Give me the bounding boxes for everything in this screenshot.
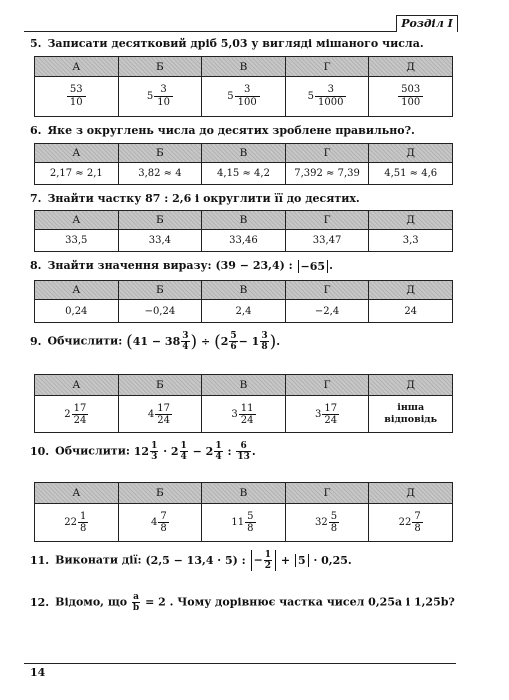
fraction: $\frac{3}{10}$ — [154, 84, 173, 109]
answer-cell[interactable]: 4,51 ≈ 4,6 — [369, 163, 453, 185]
question-number: 5. — [30, 37, 42, 50]
fraction: $\frac{a}{b}$ — [132, 592, 140, 613]
question-number: 9. — [30, 334, 42, 348]
answer-table-q9 — [34, 374, 453, 433]
option-label: Д — [369, 211, 453, 230]
option-label: В — [202, 281, 286, 300]
absolute-value: 5 — [295, 554, 309, 567]
question-text: Знайти частку 87 : 2,6 і округлити її до десятих. — [47, 192, 360, 205]
question-text: Обчислити: — [55, 444, 130, 458]
question-number: 6. — [30, 124, 42, 137]
question-text: Записати десятковий дріб 5,03 у вигляді мішаного числа. — [47, 37, 424, 50]
option-label: А — [35, 483, 119, 504]
option-label: В — [202, 211, 286, 230]
question-12: 12. Відомо, що $\frac{a}{b}$ = 2 . Чому дорівнює частка чисел 0,25a і 1,25b? — [30, 592, 455, 613]
question-8: 8. Знайти значення виразу: (39 − 23,4) : −65 . — [30, 259, 333, 273]
answer-cell[interactable]: 5 $\frac{3}{100}$ — [202, 77, 286, 117]
question-number: 11. — [30, 553, 50, 567]
section-header: Розділ I — [396, 15, 458, 32]
page-number: 14 — [30, 666, 46, 679]
answer-table-q10 — [34, 482, 453, 542]
fraction: $\frac{503}{100}$ — [398, 84, 423, 109]
question-number: 7. — [30, 192, 42, 205]
fraction: $\frac{3}{8}$ — [261, 331, 268, 352]
option-label: Г — [285, 375, 369, 396]
option-label: Г — [285, 144, 369, 163]
answer-cell[interactable] — [35, 77, 119, 117]
option-label: Г — [285, 211, 369, 230]
fraction: $\frac{7}{8}$ — [160, 511, 167, 534]
fraction: $\frac{3}{4}$ — [182, 331, 189, 352]
fraction: $\frac{17}{24}$ — [157, 402, 170, 426]
answer-cell[interactable]: 2,4 — [202, 300, 286, 323]
option-label: В — [202, 483, 286, 504]
question-5 — [30, 37, 424, 50]
answer-cell[interactable]: 32 $\frac{5}{8}$ — [285, 504, 369, 542]
question-number: 8. — [30, 259, 42, 272]
question-9 — [30, 331, 280, 352]
option-label: Д — [369, 144, 453, 163]
option-label: А — [35, 281, 119, 300]
answer-cell[interactable]: 4 $\frac{17}{24}$ — [118, 396, 202, 433]
fraction: $\frac{1}{8}$ — [79, 511, 87, 534]
fraction: $\frac{17}{24}$ — [73, 402, 87, 426]
answer-cell[interactable]: 33,4 — [118, 230, 202, 252]
option-label: Б — [118, 375, 202, 396]
answer-cell[interactable]: 33,5 — [35, 230, 119, 252]
expression: (41 − 38 $\frac{3}{4}$ ) ÷ (2 $\frac{5}{6}$ − 1 $\frac{3}{8}$ ). — [126, 331, 281, 352]
absolute-value: − $\frac{1}{2}$ — [251, 550, 276, 571]
fraction: $\frac{17}{24}$ — [324, 402, 338, 426]
option-label: Г — [285, 281, 369, 300]
question-11 — [30, 550, 352, 571]
fraction: $\frac{1}{3}$ — [151, 441, 158, 462]
question-text: Яке з округлень числа до десятих зроблене правильно?. — [47, 124, 415, 137]
answer-cell[interactable]: 33,46 — [202, 230, 286, 252]
answer-table-q6 — [34, 143, 453, 185]
option-label: Б — [118, 281, 202, 300]
fraction: $\frac{7}{8}$ — [414, 511, 421, 534]
answer-cell[interactable]: 5 $\frac{3}{10}$ — [118, 77, 202, 117]
absolute-value: −65 — [298, 260, 329, 273]
fraction: $\frac{1}{4}$ — [180, 441, 187, 462]
header-rule — [24, 31, 456, 32]
answer-cell[interactable]: 7,392 ≈ 7,39 — [285, 163, 369, 185]
question-number: 12. — [30, 595, 50, 609]
fraction: $\frac{6}{13}$ — [237, 441, 250, 462]
option-label: Г — [285, 483, 369, 504]
answer-cell[interactable]: 5 $\frac{3}{1000}$ — [285, 77, 369, 117]
answer-cell[interactable]: −0,24 — [118, 300, 202, 323]
answer-table-q5 — [34, 56, 453, 117]
answer-cell[interactable] — [369, 396, 453, 433]
answer-cell[interactable]: 11 $\frac{5}{8}$ — [202, 504, 286, 542]
option-label: А — [35, 211, 119, 230]
answer-table-q7 — [34, 210, 453, 252]
fraction: $\frac{1}{2}$ — [264, 550, 272, 571]
answer-cell[interactable] — [369, 77, 453, 117]
option-label: Д — [369, 57, 453, 77]
option-label: В — [202, 144, 286, 163]
answer-cell[interactable]: 2,17 ≈ 2,1 — [35, 163, 119, 185]
answer-cell[interactable]: 3 $\frac{11}{24}$ — [202, 396, 286, 433]
question-text: Обчислити: — [47, 334, 123, 348]
question-6 — [30, 124, 415, 137]
option-label: А — [35, 144, 119, 163]
fraction: $\frac{3}{100}$ — [235, 84, 260, 109]
footer-rule — [24, 663, 456, 664]
option-label: Б — [118, 483, 202, 504]
answer-cell[interactable]: 4 $\frac{7}{8}$ — [118, 504, 202, 542]
option-label: Д — [369, 281, 453, 300]
answer-cell[interactable]: 4,15 ≈ 4,2 — [202, 163, 286, 185]
answer-cell[interactable]: 22 $\frac{1}{8}$ — [35, 504, 119, 542]
other-answer-label: інша відповідь — [384, 402, 438, 425]
expression: (2,5 − 13,4 · 5) : − $\frac{1}{2}$ + 5 · 0,25. — [145, 550, 352, 571]
option-label: А — [35, 375, 119, 396]
answer-cell[interactable]: 3,3 — [369, 230, 453, 252]
expression: 12 $\frac{1}{3}$ · 2 $\frac{1}{4}$ − 2 $\frac{1}{4}$ : $\frac{6}{13}$ . — [133, 441, 256, 462]
fraction: $\frac{1}{4}$ — [215, 441, 222, 462]
option-label: Б — [118, 211, 202, 230]
answer-cell[interactable]: 22 $\frac{7}{8}$ — [369, 504, 453, 542]
answer-cell[interactable]: 33,47 — [285, 230, 369, 252]
option-label: Г — [285, 57, 369, 77]
option-label: Б — [118, 144, 202, 163]
question-text: Відомо, що — [55, 595, 128, 609]
fraction: $\frac{53}{10}$ — [67, 84, 86, 109]
question-7 — [30, 192, 360, 205]
fraction: $\frac{11}{24}$ — [240, 402, 254, 426]
option-label: А — [35, 57, 119, 77]
fraction: $\frac{5}{8}$ — [247, 511, 254, 534]
answer-cell[interactable]: 24 — [369, 300, 453, 323]
question-text: Знайти значення виразу: (39 − 23,4) : — [47, 259, 297, 272]
option-label: Б — [118, 57, 202, 77]
option-label: Д — [369, 375, 453, 396]
option-label: В — [202, 375, 286, 396]
fraction: $\frac{3}{1000}$ — [315, 84, 346, 109]
option-label: В — [202, 57, 286, 77]
answer-cell[interactable]: 3,82 ≈ 4 — [118, 163, 202, 185]
question-number: 10. — [30, 444, 50, 458]
answer-table-q8 — [34, 280, 453, 323]
fraction: $\frac{5}{6}$ — [230, 331, 237, 352]
fraction: $\frac{5}{8}$ — [330, 511, 338, 534]
option-label: Д — [369, 483, 453, 504]
answer-cell[interactable]: −2,4 — [285, 300, 369, 323]
question-text: Виконати дії: — [55, 553, 142, 567]
answer-cell[interactable]: 3 $\frac{17}{24}$ — [285, 396, 369, 433]
answer-cell[interactable]: 2 $\frac{17}{24}$ — [35, 396, 119, 433]
answer-cell[interactable]: 0,24 — [35, 300, 119, 323]
question-10 — [30, 441, 256, 462]
